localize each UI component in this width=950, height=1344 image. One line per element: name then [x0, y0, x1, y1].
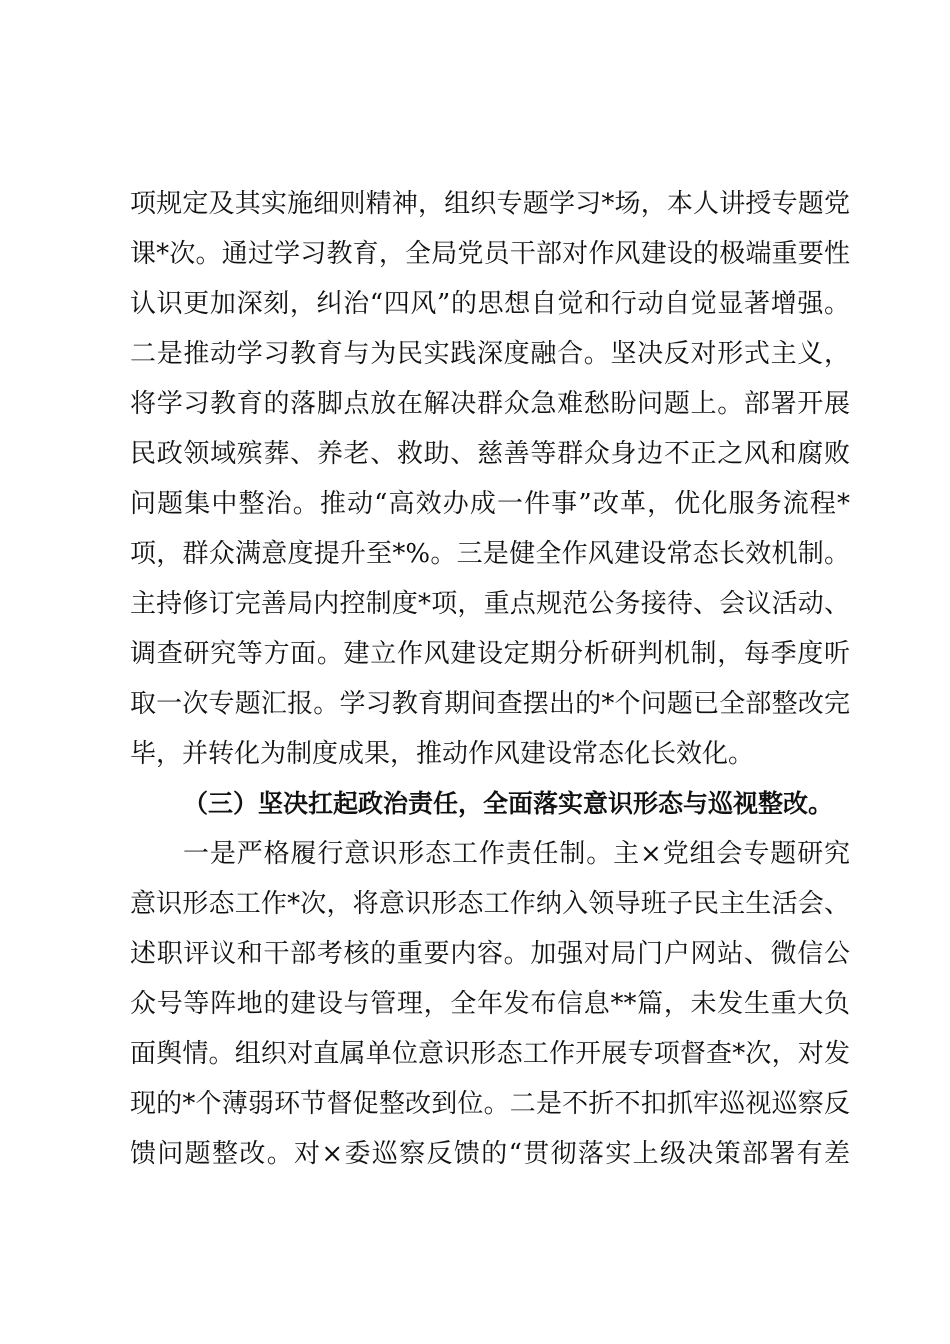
- body-text-line: 意识形态工作*次，将意识形态工作纳入领导班子民主生活会、: [130, 889, 850, 919]
- body-text-line: 一是严格履行意识形态工作责任制。主×党组会专题研究: [183, 839, 850, 869]
- body-text-line: 述职评议和干部考核的重要内容。加强对局门户网站、微信公: [130, 939, 850, 969]
- body-text-line: 众号等阵地的建设与管理，全年发布信息**篇，未发生重大负: [130, 989, 850, 1019]
- body-text-line: 项，群众满意度提升至*%。三是健全作风建设常态长效机制。: [130, 539, 850, 569]
- body-text-line: 认识更加深刻，纠治“四风”的思想自觉和行动自觉显著增强。: [130, 289, 850, 319]
- section-heading: （三）坚决扛起政治责任，全面落实意识形态与巡视整改。: [183, 789, 834, 818]
- body-text-line: 毕，并转化为制度成果，推动作风建设常态化长效化。: [130, 739, 755, 769]
- body-text-line: 主持修订完善局内控制度*项，重点规范公务接待、会议活动、: [130, 589, 850, 619]
- body-text-line: 取一次专题汇报。学习教育期间查摆出的*个问题已全部整改完: [130, 689, 850, 719]
- body-text-line: 现的*个薄弱环节督促整改到位。二是不折不扣抓牢巡视巡察反: [130, 1089, 850, 1119]
- body-text-line: 二是推动学习教育与为民实践深度融合。坚决反对形式主义，: [130, 339, 850, 369]
- body-text-line: 课*次。通过学习教育，全局党员干部对作风建设的极端重要性: [130, 239, 850, 269]
- body-text-line: 民政领域殡葬、养老、救助、慈善等群众身边不正之风和腐败: [130, 439, 850, 469]
- body-text-line: 馈问题整改。对×委巡察反馈的“贯彻落实上级决策部署有差: [130, 1139, 850, 1169]
- body-text-line: 问题集中整治。推动“高效办成一件事”改革，优化服务流程*: [130, 489, 850, 519]
- body-text-line: 面舆情。组织对直属单位意识形态工作开展专项督查*次，对发: [130, 1039, 850, 1069]
- body-text-line: 将学习教育的落脚点放在解决群众急难愁盼问题上。部署开展: [130, 389, 850, 419]
- body-text-line: 项规定及其实施细则精神，组织专题学习*场，本人讲授专题党: [130, 189, 850, 219]
- body-text-line: 调查研究等方面。建立作风建设定期分析研判机制，每季度听: [130, 639, 850, 669]
